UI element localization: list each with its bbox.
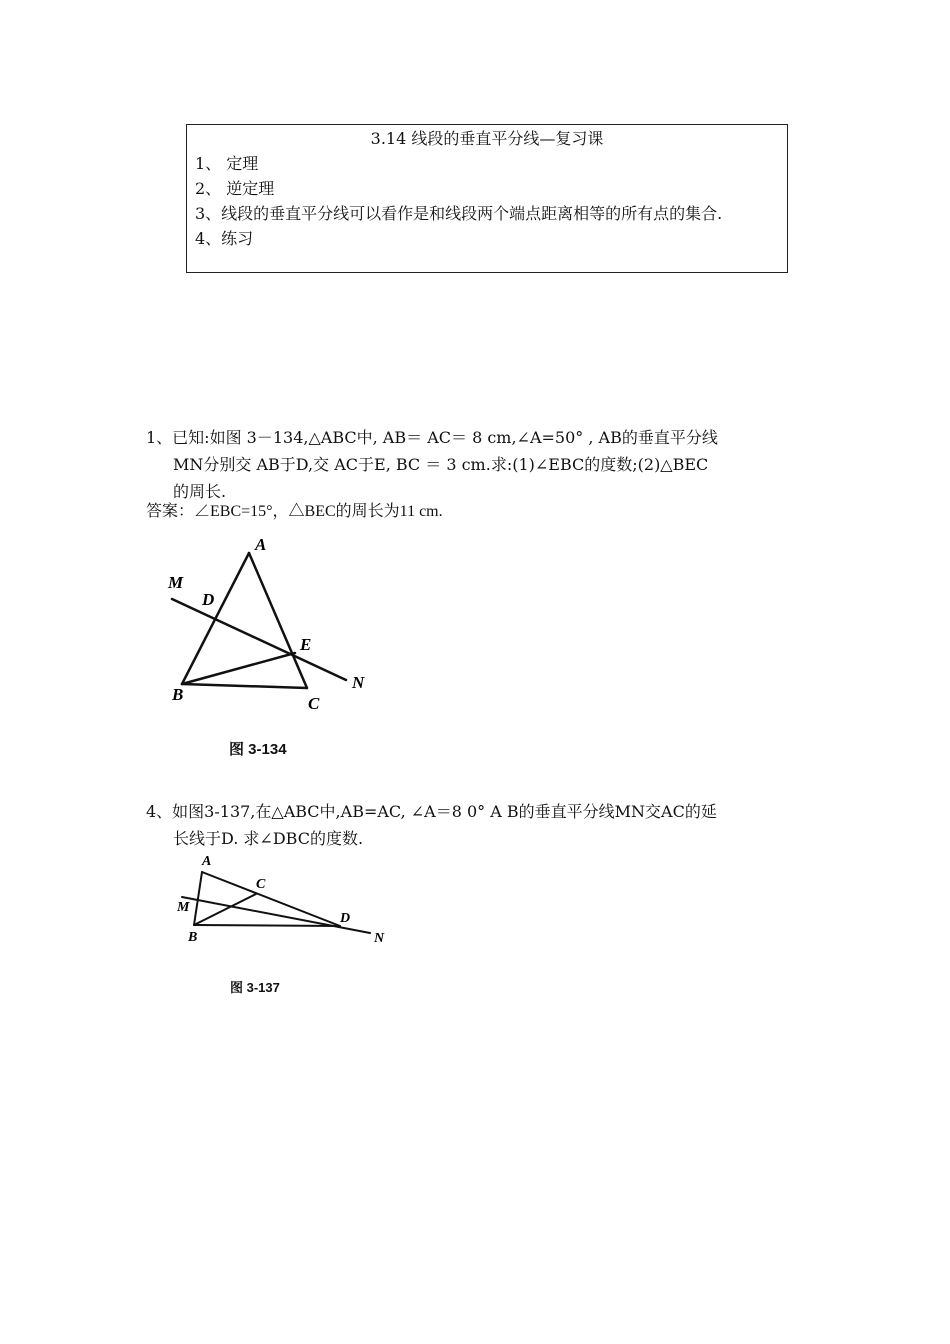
label-a: A — [255, 535, 267, 554]
figure-3-134-caption: 图 3-134 — [229, 741, 287, 758]
segment-bd — [194, 925, 340, 926]
segment-ac — [249, 553, 307, 688]
line-mn — [172, 599, 346, 680]
label-a: A — [202, 854, 212, 869]
figure-3-137 — [170, 850, 400, 950]
label-b: B — [188, 930, 198, 945]
segment-ad — [202, 872, 340, 926]
problem-4-line-2: 长线于D. 求∠DBC的度数. — [173, 829, 364, 848]
figure-3-137-caption: 图 3-137 — [230, 980, 280, 995]
problem-1-line-1: 1、已知:如图 3－134,△ABC中, AB＝ AC＝ 8 cm,∠A=50° , AB的垂直平分线 — [146, 428, 718, 447]
figure-3-134 — [150, 528, 390, 728]
label-d: D — [202, 590, 215, 609]
label-d: D — [340, 911, 351, 926]
label-e: E — [300, 635, 312, 654]
problem-1-line-3: 的周长. — [173, 482, 227, 501]
summary-box — [186, 124, 788, 273]
problem-1-answer: 答案：∠EBC=15°，△BEC的周长为11 cm. — [146, 503, 443, 520]
problem-1 — [146, 424, 810, 505]
problem-1-line-2: MN分别交 AB于D,交 AC于E, BC ＝ 3 cm.求:(1)∠EBC的度数;(2)△BEC — [173, 455, 709, 474]
problem-4 — [146, 798, 810, 852]
label-m: M — [168, 573, 184, 592]
segment-be — [182, 653, 295, 684]
label-c: C — [256, 877, 266, 892]
summary-item-1: 1、 定理 — [195, 154, 259, 173]
label-b: B — [172, 685, 184, 704]
label-m: M — [177, 900, 190, 915]
summary-item-2: 2、 逆定理 — [195, 179, 275, 198]
segment-bc — [182, 684, 307, 688]
lesson-title: 3.14 线段的垂直平分线—复习课 — [370, 129, 604, 148]
label-c: C — [308, 694, 320, 713]
problem-4-line-1: 4、如图3-137,在△ABC中,AB=AC, ∠A＝8 0° A B的垂直平分线MN交AC的延 — [146, 802, 717, 821]
label-n: N — [374, 931, 385, 946]
label-n: N — [352, 673, 365, 692]
segment-ab — [194, 872, 202, 925]
summary-item-3: 3、线段的垂直平分线可以看作是和线段两个端点距离相等的所有点的集合. — [195, 204, 723, 223]
summary-item-4: 4、练习 — [195, 229, 254, 248]
